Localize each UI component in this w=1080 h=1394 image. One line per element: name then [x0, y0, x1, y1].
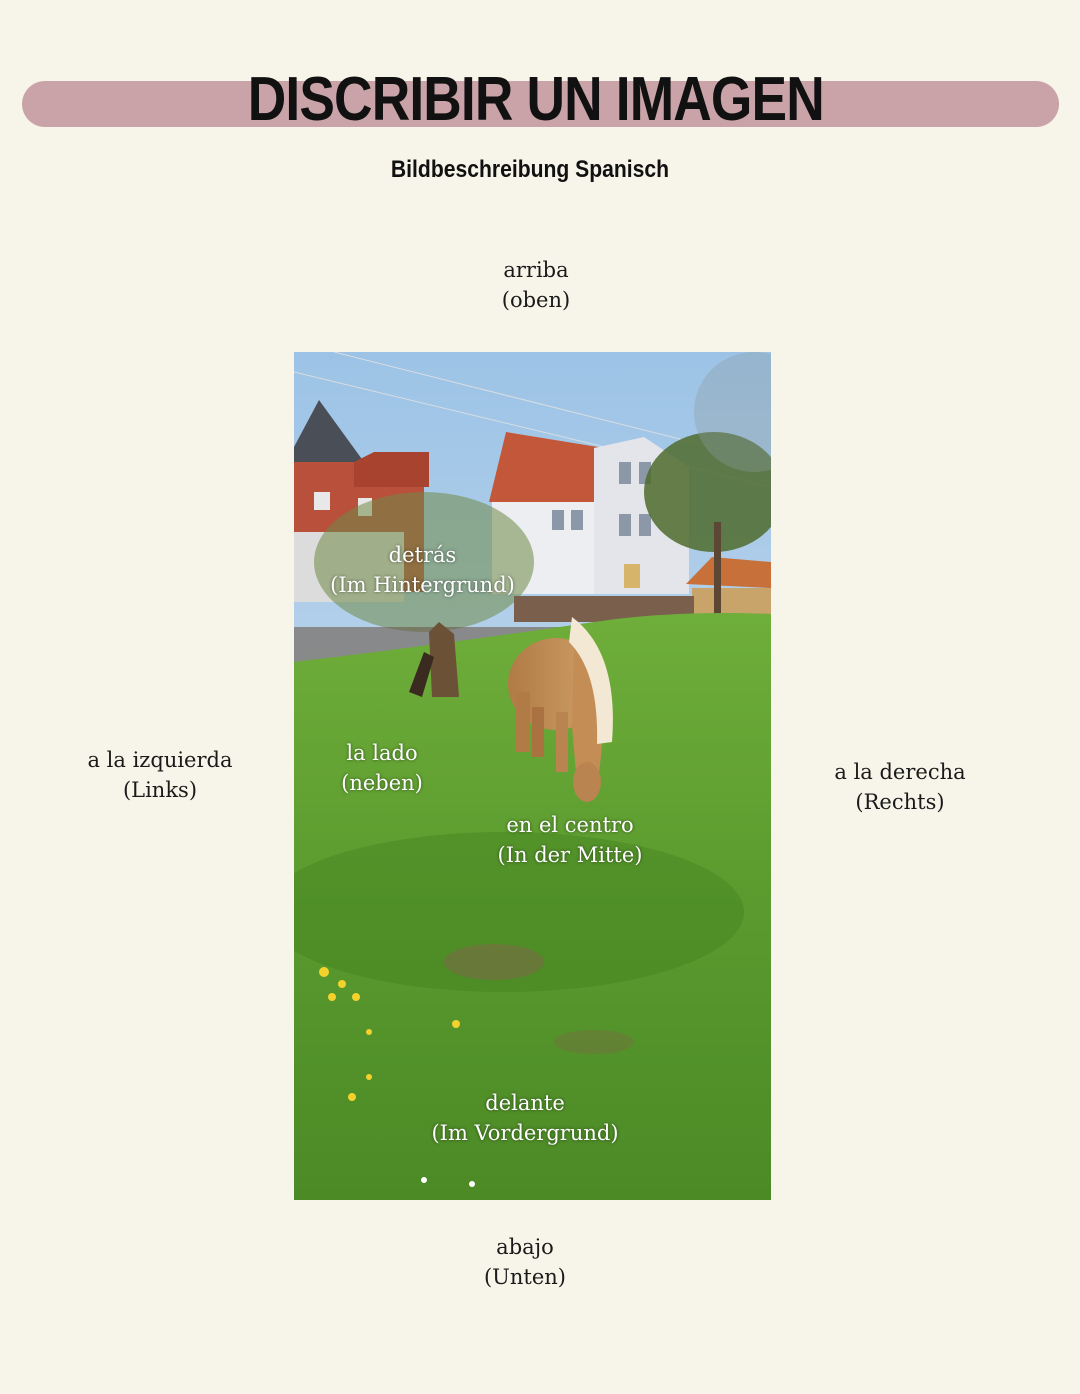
label-derecha-es: a la derecha	[834, 760, 966, 784]
label-izquierda-es: a la izquierda	[87, 748, 233, 772]
label-abajo-de: (Unten)	[483, 1265, 566, 1289]
label-arriba	[436, 255, 636, 315]
label-detras-de: (Im Hintergrund)	[330, 573, 515, 597]
label-derecha-de: (Rechts)	[855, 790, 945, 814]
horse-photo	[294, 352, 771, 1200]
label-abajo	[425, 1232, 625, 1292]
label-delante-de: (Im Vordergrund)	[431, 1121, 619, 1145]
label-centro	[470, 810, 670, 870]
label-izquierda-de: (Links)	[122, 778, 198, 802]
label-lado	[294, 738, 470, 798]
label-detras	[294, 540, 551, 600]
label-lado-de: (neben)	[341, 771, 423, 795]
label-centro-de: (In der Mitte)	[497, 843, 643, 867]
label-lado-es: la lado	[346, 741, 418, 765]
label-arriba-de: (oben)	[501, 288, 571, 312]
label-abajo-es: abajo	[496, 1235, 554, 1259]
label-centro-es: en el centro	[506, 813, 634, 837]
page-title: DISCRIBIR UN IMAGEN	[247, 65, 824, 134]
label-detras-es: detrás	[388, 543, 457, 567]
label-derecha	[790, 757, 1010, 817]
label-arriba-es: arriba	[503, 258, 569, 282]
label-izquierda	[40, 745, 280, 805]
label-delante	[410, 1088, 640, 1148]
label-delante-es: delante	[485, 1091, 565, 1115]
page-subtitle: Bildbeschreibung Spanisch	[390, 156, 670, 183]
